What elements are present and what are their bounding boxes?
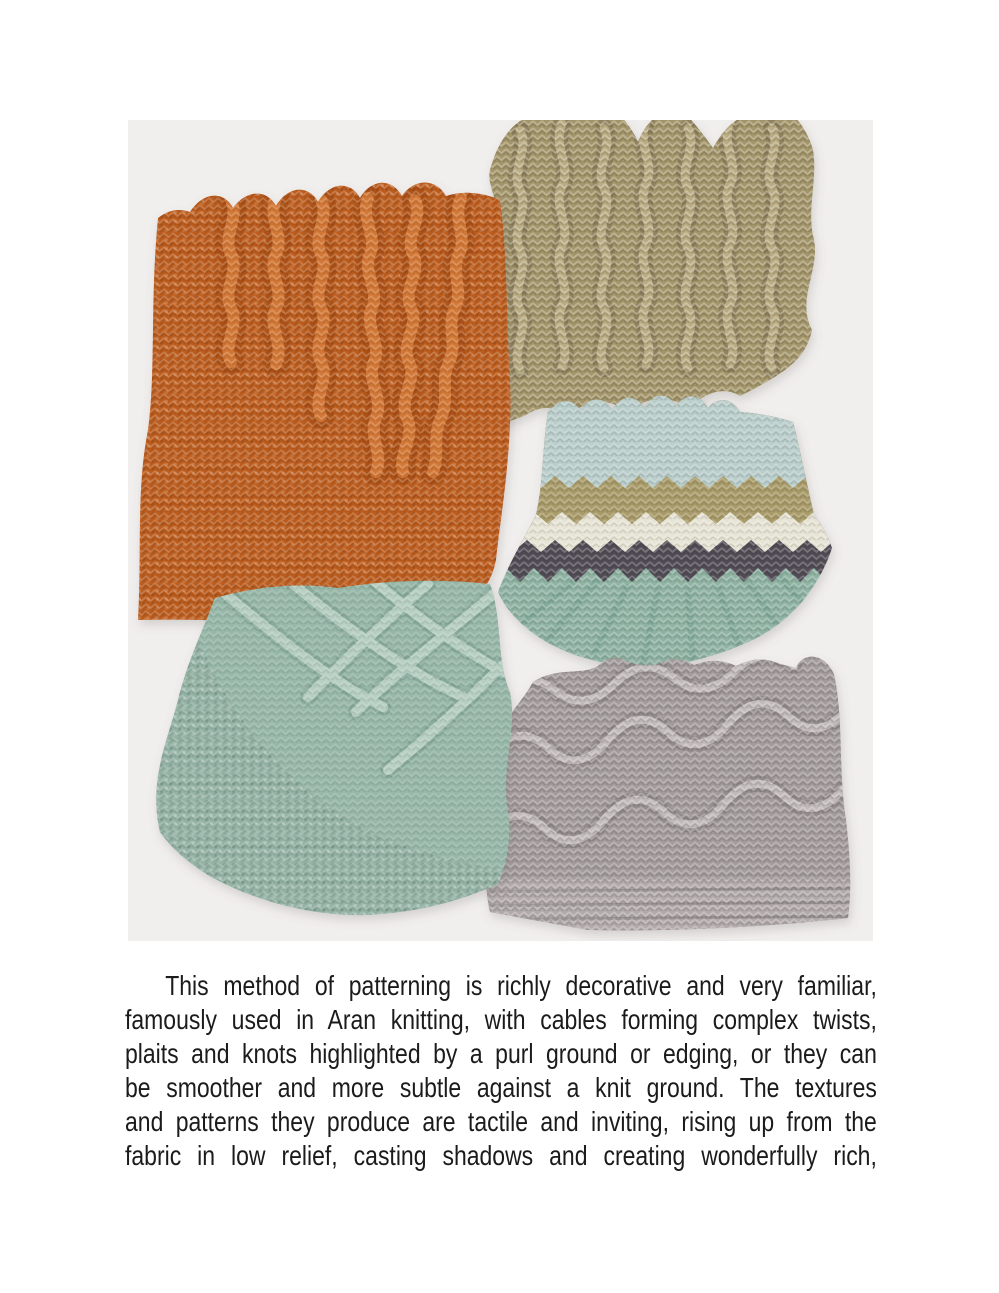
body-paragraph bbox=[125, 969, 877, 1173]
orange-cable-swatch bbox=[128, 175, 528, 645]
grey-cable-swatch bbox=[468, 650, 868, 941]
paragraph-line: fabric in low relief, casting shadows and creating wonderfully rich, bbox=[125, 1140, 877, 1171]
paragraph-line: plaits and knots highlighted by a purl ground or edging, or they can bbox=[125, 1038, 877, 1069]
paragraph-line: This method of patterning is richly decorative and very familiar, bbox=[165, 970, 877, 1001]
paragraph-line: be smoother and more subtle against a knit ground. The textures bbox=[125, 1072, 877, 1103]
swatch-photo-svg bbox=[128, 120, 873, 941]
paragraph-line: famously used in Aran knitting, with cables forming complex twists, bbox=[125, 1004, 877, 1035]
swatch-photograph bbox=[128, 120, 873, 941]
paragraph-line: and patterns they produce are tactile and inviting, rising up from the bbox=[125, 1106, 877, 1137]
